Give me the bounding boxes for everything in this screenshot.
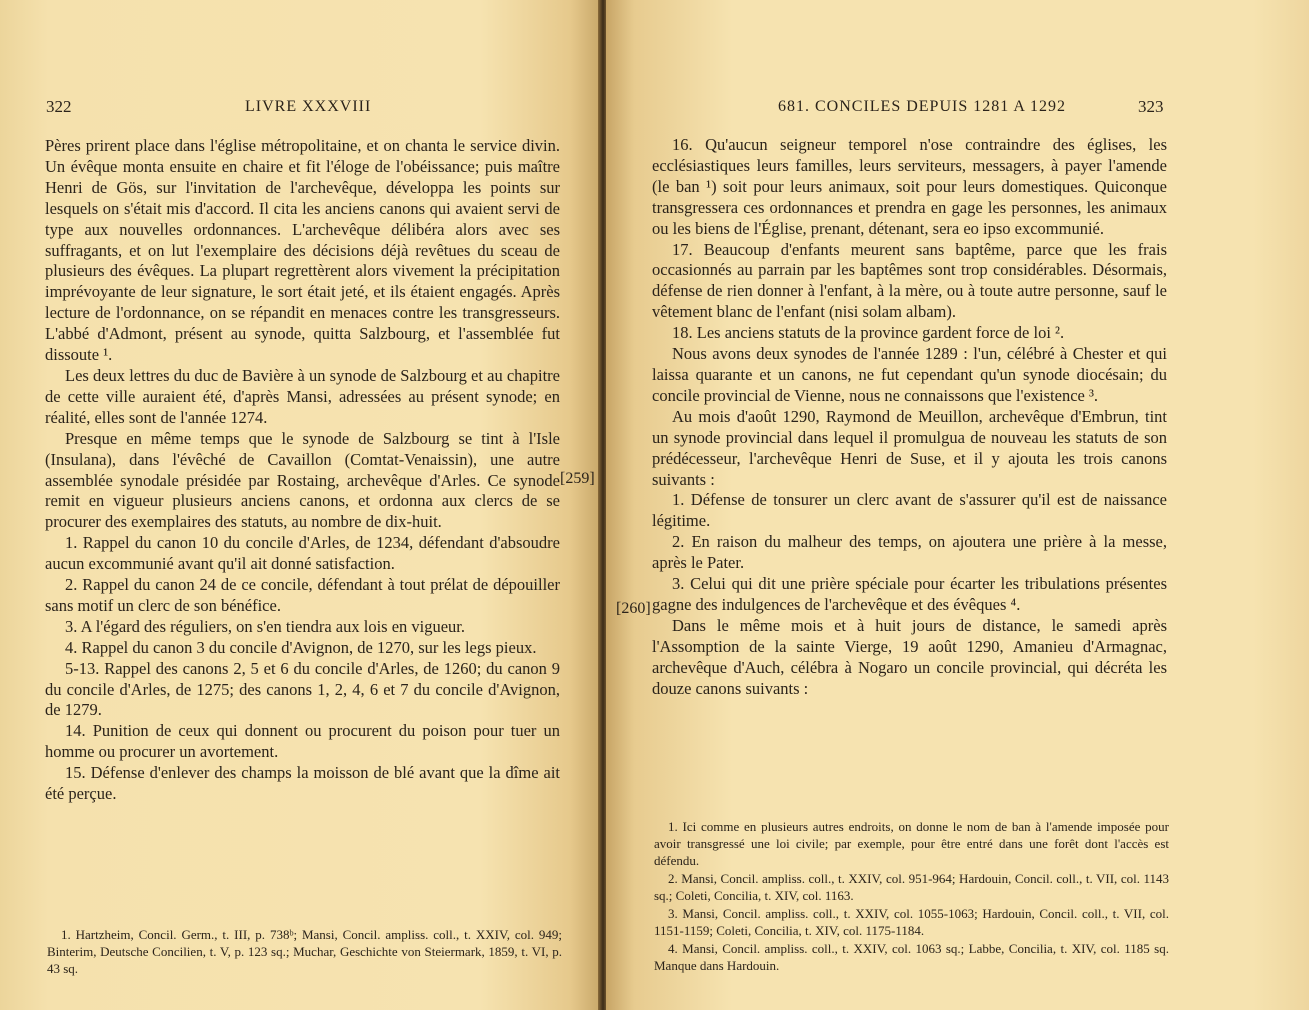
- footnotes: [47, 926, 562, 978]
- body-text: [652, 135, 1167, 699]
- running-head: LIVRE XXXVIII: [245, 98, 372, 115]
- margin-marker: [260]: [616, 600, 651, 617]
- canon-item: 18. Les anciens statuts de la province gardent force de loi ².: [672, 323, 1065, 343]
- footnote: 1. Hartzheim, Concil. Germ., t. III, p. 738ᵇ; Mansi, Concil. ampliss. coll., t. XXIV, col. 949; Binterim, Deutsche Concilien, t. V, p. 123 sq.; Muchar, Geschichte von Steiermark, 1859, t. VI, p. 43 sq.: [47, 927, 562, 976]
- canon-item: 4. Rappel du canon 3 du concile d'Avignon, de 1270, sur les legs pieux.: [65, 637, 537, 657]
- canon-item: 2. Rappel du canon 24 de ce concile, défendant à tout prélat de dépouiller sans motif un clerc de son bénéfice.: [45, 575, 560, 615]
- canon-item: 1. Défense de tonsurer un clerc avant de s'assurer qu'il est de naissance légitime.: [652, 490, 1167, 531]
- page-number: 323: [1138, 97, 1164, 116]
- footnote: 4. Mansi, Concil. ampliss. coll., t. XXIV, col. 1063 sq.; Labbe, Concilia, t. XIV, col. 1185 sq. Manque dans Hardouin.: [654, 941, 1169, 973]
- paragraph: Presque en même temps que le synode de Salzbourg se tint à l'Isle (Insulana), dans l'évêché de Cavaillon (Comtat-Venaissin), une autre assemblée synodale présidée par Rostaing, archevêque d'Arles. Ce synode remit en vigueur plusieurs anciens canons, et ordonna aux clercs de se procurer des exemplaires des statuts, au nombre de dix-huit.: [45, 428, 560, 532]
- canon-item: 1. Rappel du canon 10 du concile d'Arles, de 1234, défendant d'absoudre aucun excommunié avant qu'il ait donné satisfaction.: [45, 533, 560, 574]
- footnotes: [654, 818, 1169, 975]
- canon-item: 3. A l'égard des réguliers, on s'en tiendra aux lois en vigueur.: [65, 616, 466, 636]
- margin-marker: [259]: [560, 470, 595, 487]
- footnote: 2. Mansi, Concil. ampliss. coll., t. XXIV, col. 951-964; Hardouin, Concil. coll., t. VII, col. 1143 sq.; Coleti, Concilia, t. XIV, col. 1163.: [654, 871, 1169, 903]
- page-number: 322: [46, 97, 72, 116]
- canon-item: 16. Qu'aucun seigneur temporel n'ose contraindre des églises, les ecclésiastiques leurs familles, leurs serviteurs, messagers, à payer l'amende (le ban ¹) soit pour leurs animaux, soit pour leurs domestiques. Quiconque transgressera ces ordonnances et prendra en gage les personnes, les animaux ou les biens de l'Église, prenant, détenant, sera eo ipso excommunié.: [652, 135, 1167, 238]
- paragraph: Dans le même mois et à huit jours de distance, le samedi après l'Assomption de la sainte Vierge, 19 août 1290, Amanieu d'Armagnac, archevêque d'Auch, célébra à Nogaro un concile provincial, qui décréta les douze canons suivants :: [652, 615, 1167, 698]
- paragraph: Les deux lettres du duc de Bavière à un synode de Salzbourg et au chapitre de cette ville auraient été, d'après Mansi, adressées au présent synode; en réalité, elles sont de l'année 1274.: [45, 365, 560, 427]
- canon-item: 15. Défense d'enlever des champs la moisson de blé avant que la dîme ait été perçue.: [45, 763, 560, 804]
- canon-item: 3. Celui qui dit une prière spéciale pour écarter les tribulations présentes gagne des indulgences de l'archevêque et des évêques ⁴.: [652, 574, 1167, 614]
- paragraph: Pères prirent place dans l'église métropolitaine, et on chanta le service divin. Un évêque monta ensuite en chaire et fit l'éloge de l'obéissance; puis maître Henri de Gös, sur l'invitation de l'archevêque, développa les points sur lesquels on s'était mis d'accord. Il cita les anciens canons qui avaient servi de type aux nouvelles ordonnances. L'archevêque délibéra alors avec ses suffragants, et on lut l'exemplaire des décisions déjà revêtues du sceau de plusieurs des évêques. La plupart regrettèrent alors vivement la précipitation imprévoyante de leur signature, le sort était jeté, et ils étaient engagés. Après lecture de l'ordonnance, on se répandit en menaces contre les transgresseurs. L'abbé d'Admont, présent au synode, quitta Salzbourg, et l'assemblée fut dissoute ¹.: [45, 136, 560, 365]
- running-head: 681. CONCILES DEPUIS 1281 A 1292: [778, 98, 1067, 115]
- canon-item: 2. En raison du malheur des temps, on ajoutera une prière à la messe, après le Pater.: [652, 532, 1167, 573]
- footnote: 3. Mansi, Concil. ampliss. coll., t. XXIV, col. 1055-1063; Hardouin, Concil. coll., t. VII, col. 1151-1159; Coleti, Concilia, t. XIV, col. 1175-1184.: [654, 906, 1169, 938]
- left-page: [0, 0, 600, 1010]
- canon-item: 17. Beaucoup d'enfants meurent sans baptême, parce que les frais occasionnés au parrain par les baptêmes sont trop considérables. Désormais, défense de rien donner à l'enfant, à la mère, ou à toute autre personne, sauf le vêtement blanc de l'enfant (nisi solam albam).: [652, 239, 1167, 322]
- paragraph: Nous avons deux synodes de l'année 1289 : l'un, célébré à Chester et qui laissa quarante et un canons, ne fut cependant qu'un synode diocésain; du concile provincial de Vienne, nous ne connaissons que l'existence ³.: [652, 344, 1167, 405]
- footnote: 1. Ici comme en plusieurs autres endroits, on donne le nom de ban à l'amende imposée pour avoir transgressé une loi civile; par exemple, pour être entré dans une forêt dont l'accès est défendu.: [654, 819, 1169, 868]
- right-page: [606, 0, 1309, 1010]
- body-text: [45, 136, 560, 805]
- canon-item: 5-13. Rappel des canons 2, 5 et 6 du concile d'Arles, de 1260; du canon 9 du concile d'Arles, de 1275; des canons 1, 2, 4, 6 et 7 du concile d'Avignon, de 1279.: [45, 658, 560, 720]
- paragraph: Au mois d'août 1290, Raymond de Meuillon, archevêque d'Embrun, tint un synode provincial dans lequel il promulgua de nouveau les statuts de son prédécesseur, l'archevêque Henri de Suse, et il y ajouta les trois canons suivants :: [652, 406, 1167, 489]
- canon-item: 14. Punition de ceux qui donnent ou procurent du poison pour tuer un homme ou procurer un avortement.: [45, 721, 560, 762]
